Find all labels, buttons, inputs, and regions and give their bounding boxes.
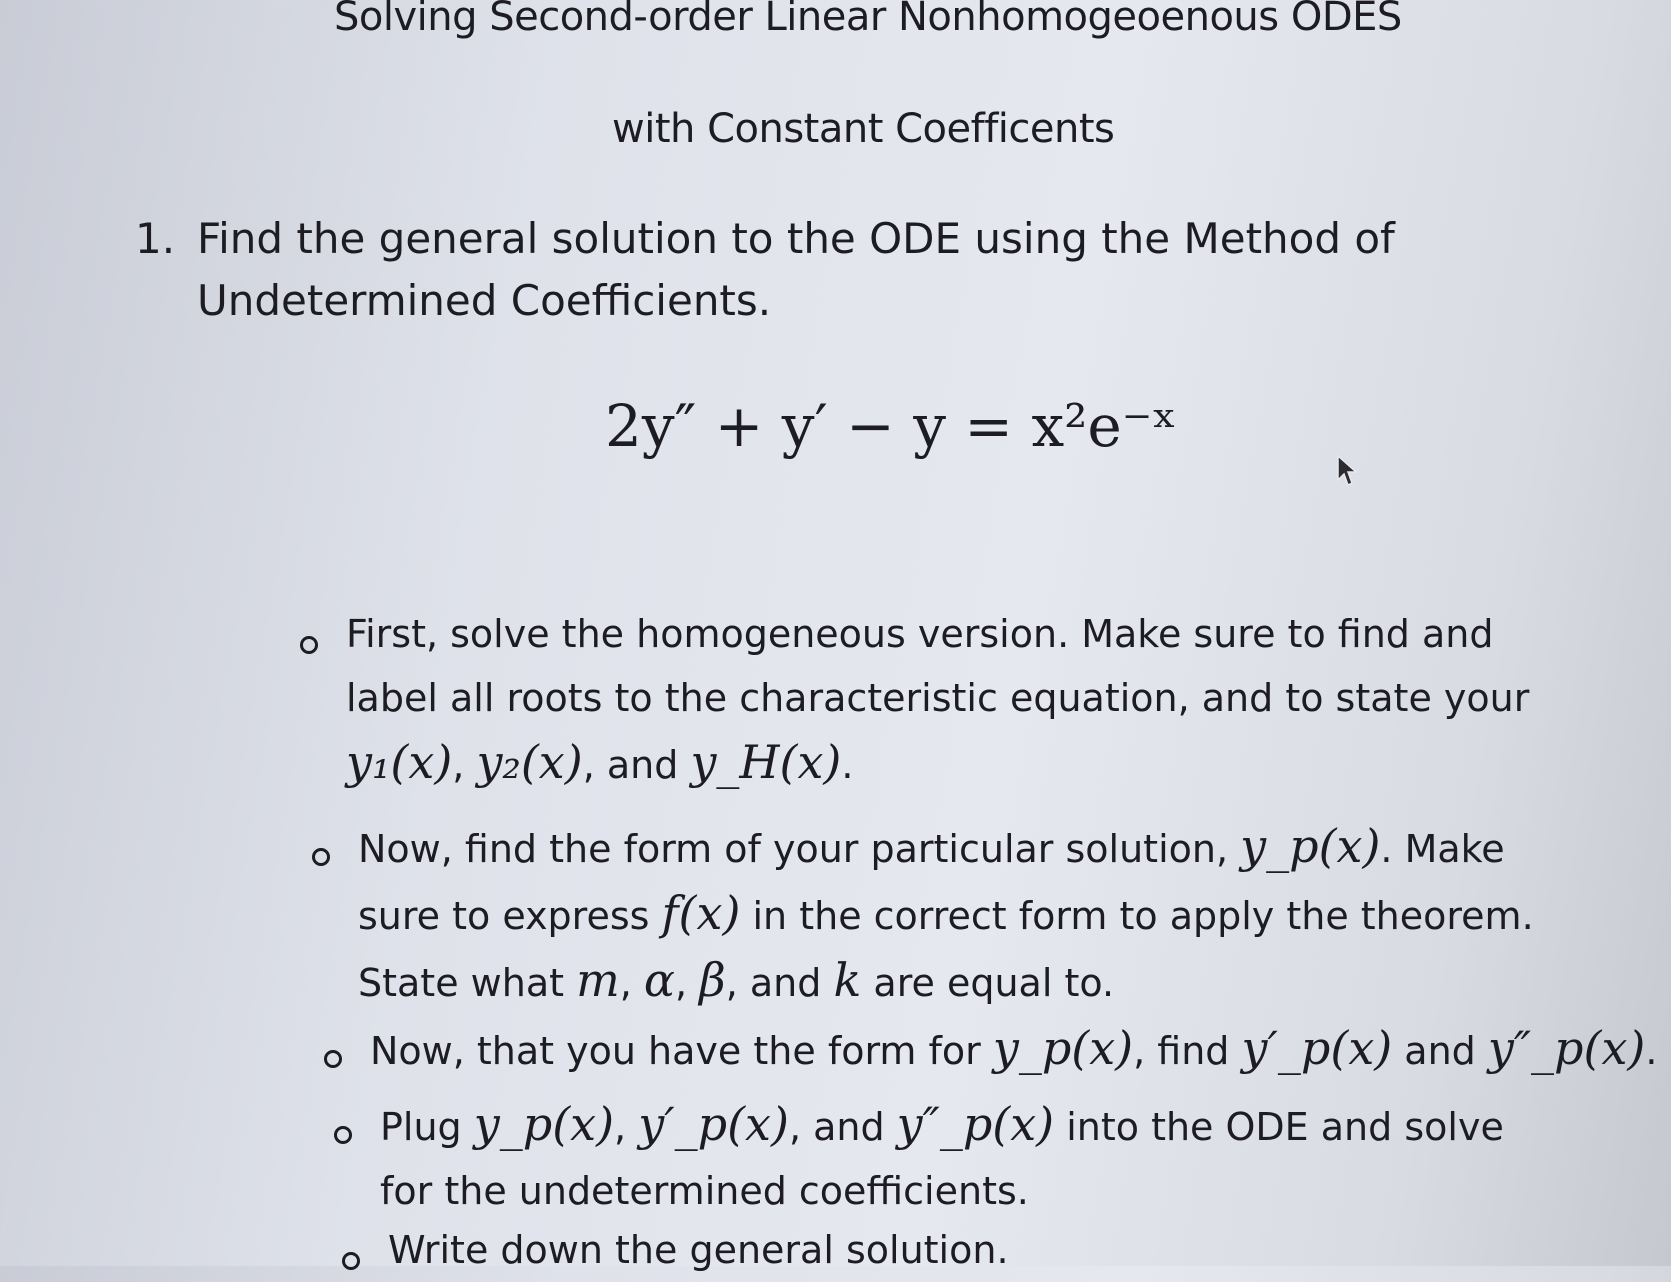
bullet-text: and: [1392, 1029, 1488, 1073]
bullet-text: Now, find the form of your particular solution,: [358, 827, 1241, 871]
bullet-text: . Make sure to express: [358, 827, 1505, 938]
math-y2: y₂(x): [476, 735, 583, 789]
math-alpha: α: [643, 953, 675, 1007]
math-yH: y_H(x): [690, 735, 842, 789]
mouse-pointer-icon: [1334, 454, 1358, 490]
bullet-text: , and: [788, 1105, 897, 1149]
math-yp-double-prime: y″_p(x): [896, 1097, 1055, 1151]
page-title-line-1: Solving Second-order Linear Nonhomogeoenous ODES: [334, 0, 1402, 40]
hollow-circle-bullet-icon: [312, 848, 330, 866]
bullet-text: Now, that you have the form for: [370, 1029, 993, 1073]
bullet-text: , find: [1133, 1029, 1242, 1073]
bullet-text: ,: [452, 743, 477, 787]
question-number: 1.: [135, 214, 176, 263]
hollow-circle-bullet-icon: [324, 1050, 342, 1068]
hollow-circle-bullet-icon: [300, 636, 318, 654]
math-beta: β: [699, 953, 726, 1007]
bullet-text: First, solve the homogeneous version. Make sure to find and label all roots to the characteristic equation, and to state your: [346, 612, 1530, 720]
bullet-text: .: [841, 743, 854, 787]
math-yp-prime: y′_p(x): [1241, 1021, 1393, 1075]
bullet-text: ,: [674, 961, 700, 1005]
bullet-text: in the correct form to apply the theorem. State what: [358, 894, 1534, 1005]
math-yp: y_p(x): [992, 1021, 1134, 1075]
math-k: k: [833, 953, 862, 1007]
page-title-line-2: with Constant Coefficents: [612, 106, 1115, 152]
bullet-text: , and: [725, 961, 834, 1005]
ode-equation: 2y″ + y′ − y = x²e⁻ˣ: [605, 392, 1177, 460]
bullet-text: ,: [614, 1105, 639, 1149]
question-text: Find the general solution to the ODE using the Method of Undetermined Coefficients.: [197, 214, 1395, 325]
math-yp: y_p(x): [473, 1097, 615, 1151]
math-y1: y₁(x): [346, 735, 453, 789]
bullet-text: are equal to.: [861, 961, 1115, 1005]
bullet-text: into the ODE and solve for the undetermined coefficients.: [380, 1105, 1504, 1213]
bullet-text: .: [1645, 1029, 1658, 1073]
math-fx: f(x): [661, 886, 741, 940]
hollow-circle-bullet-icon: [342, 1252, 360, 1270]
hollow-circle-bullet-icon: [334, 1126, 352, 1144]
bullet-text: ,: [619, 961, 644, 1005]
math-m: m: [576, 953, 620, 1007]
math-yp: y_p(x): [1240, 819, 1381, 873]
math-yp-double-prime: y″_p(x): [1487, 1021, 1646, 1075]
math-yp-prime: y′_p(x): [638, 1097, 789, 1151]
bullet-text: Plug: [380, 1105, 474, 1149]
bullet-text: , and: [582, 743, 691, 787]
bullet-text: Write down the general solution.: [388, 1228, 1009, 1272]
